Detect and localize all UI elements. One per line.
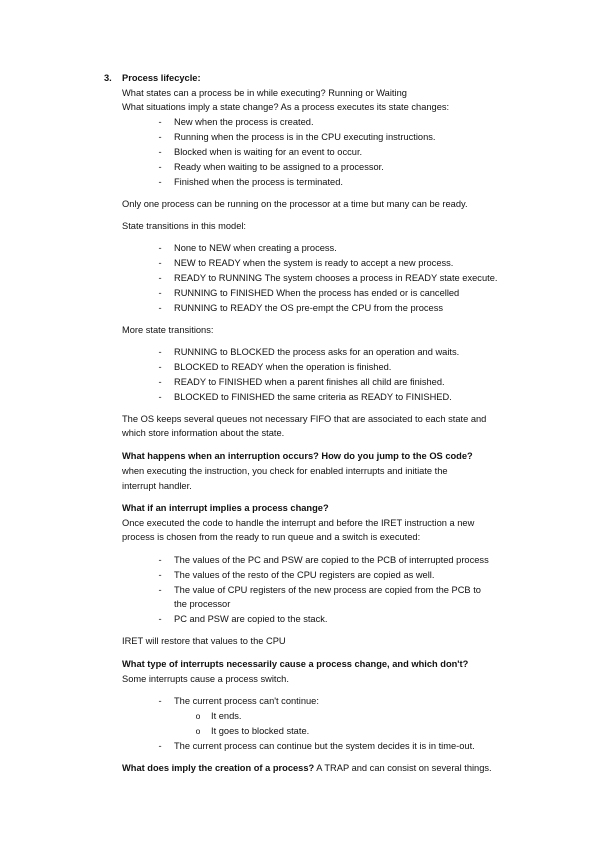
bullet-dash: - bbox=[158, 614, 162, 624]
bullet-dash: - bbox=[158, 147, 162, 157]
list-item: RUNNING to READY the OS pre-empt the CPU from the process bbox=[174, 303, 444, 313]
question-states: What states can a process be in while executing? Running or Waiting bbox=[122, 88, 407, 98]
bullet-dash: - bbox=[158, 258, 162, 268]
answer-process-change-line1: Once executed the code to handle the interrupt and before the IRET instruction a new bbox=[122, 518, 475, 528]
answer-creation: A TRAP and can consist on several things. bbox=[314, 763, 492, 773]
question-creation-line bbox=[122, 762, 492, 774]
list-item: READY to FINISHED when a parent finishes all child are finished. bbox=[174, 377, 445, 387]
question-interrupt-types: What type of interrupts necessarily cause a process change, and which don't? bbox=[122, 659, 469, 669]
list-item: Blocked when is waiting for an event to occur. bbox=[174, 147, 363, 157]
answer-interruption-line1: when executing the instruction, you check for enabled interrupts and initiate the bbox=[122, 466, 448, 476]
bullet-dash: - bbox=[158, 177, 162, 187]
answer-interruption-line2: interrupt handler. bbox=[122, 481, 192, 491]
list-item: Finished when the process is terminated. bbox=[174, 177, 343, 187]
answer-process-change-line2: process is chosen from the ready to run queue and a switch is executed: bbox=[122, 532, 421, 542]
question-interruption: What happens when an interruption occurs? How do you jump to the OS code? bbox=[122, 451, 473, 461]
list-item: Running when the process is in the CPU executing instructions. bbox=[174, 132, 436, 142]
question-creation: What does imply the creation of a process? bbox=[122, 763, 315, 773]
bullet-dash: - bbox=[158, 377, 162, 387]
list-item: RUNNING to FINISHED When the process has ended or is cancelled bbox=[174, 288, 460, 298]
list-item: BLOCKED to READY when the operation is finished. bbox=[174, 362, 392, 372]
bullet-dash: - bbox=[158, 132, 162, 142]
bullet-dash: - bbox=[158, 117, 162, 127]
bullet-dash: - bbox=[158, 303, 162, 313]
transitions-heading: State transitions in this model: bbox=[122, 221, 247, 231]
list-item: READY to RUNNING The system chooses a process in READY state execute. bbox=[174, 273, 498, 283]
bullet-dash: - bbox=[158, 741, 162, 751]
list-item: The value of CPU registers of the new process are copied from the PCB to bbox=[174, 585, 481, 595]
list-item: The current process can't continue: bbox=[174, 696, 319, 706]
paragraph-only-one: Only one process can be running on the processor at a time but many can be ready. bbox=[122, 199, 468, 209]
list-item: The current process can continue but the system decides it is in time-out. bbox=[174, 741, 475, 751]
bullet-dash: - bbox=[158, 362, 162, 372]
bullet-dash: - bbox=[158, 570, 162, 580]
list-item: Ready when waiting to be assigned to a processor. bbox=[174, 162, 384, 172]
bullet-dash: - bbox=[158, 555, 162, 565]
section-number: 3. bbox=[104, 73, 112, 83]
section-title: Process lifecycle: bbox=[122, 73, 201, 83]
list-item-continuation: the processor bbox=[174, 599, 231, 609]
list-item: RUNNING to BLOCKED the process asks for an operation and waits. bbox=[174, 347, 460, 357]
list-item: The values of the PC and PSW are copied to the PCB of interrupted process bbox=[174, 555, 489, 565]
list-item: PC and PSW are copied to the stack. bbox=[174, 614, 328, 624]
answer-interrupt-types: Some interrupts cause a process switch. bbox=[122, 674, 289, 684]
paragraph-queues-line2: which store information about the state. bbox=[122, 428, 285, 438]
list-item: BLOCKED to FINISHED the same criteria as READY to FINISHED. bbox=[174, 392, 452, 402]
list-item: The values of the resto of the CPU registers are copied as well. bbox=[174, 570, 435, 580]
bullet-dash: - bbox=[158, 288, 162, 298]
list-item: None to NEW when creating a process. bbox=[174, 243, 337, 253]
sub-list-item: It ends. bbox=[211, 711, 242, 721]
bullet-dash: - bbox=[158, 162, 162, 172]
paragraph-iret: IRET will restore that values to the CPU bbox=[122, 636, 286, 646]
more-transitions-heading: More state transitions: bbox=[122, 325, 214, 335]
bullet-dash: - bbox=[158, 392, 162, 402]
bullet-circle: o bbox=[195, 711, 201, 721]
list-item: NEW to READY when the system is ready to accept a new process. bbox=[174, 258, 454, 268]
question-state-change: What situations imply a state change? As a process executes its state changes: bbox=[122, 102, 450, 112]
list-item: New when the process is created. bbox=[174, 117, 314, 127]
bullet-dash: - bbox=[158, 347, 162, 357]
sub-list-item: It goes to blocked state. bbox=[211, 726, 310, 736]
bullet-circle: o bbox=[195, 726, 201, 736]
bullet-dash: - bbox=[158, 273, 162, 283]
bullet-dash: - bbox=[158, 696, 162, 706]
bullet-dash: - bbox=[158, 243, 162, 253]
paragraph-queues-line1: The OS keeps several queues not necessary FIFO that are associated to each state and bbox=[122, 414, 487, 424]
question-process-change: What if an interrupt implies a process change? bbox=[122, 503, 329, 513]
bullet-dash: - bbox=[158, 585, 162, 595]
